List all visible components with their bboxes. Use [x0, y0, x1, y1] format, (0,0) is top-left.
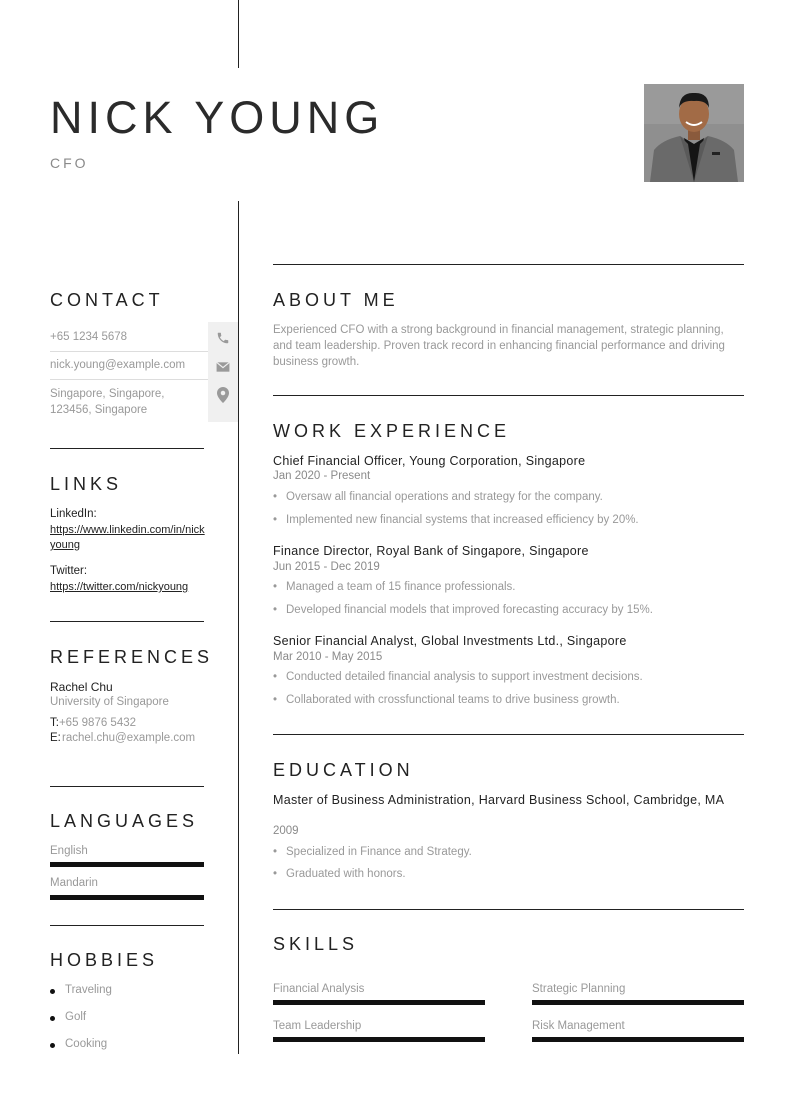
language-level-bar — [50, 895, 204, 900]
contact-icon-strip — [208, 322, 238, 422]
reference-name: Rachel Chu — [50, 680, 113, 694]
skill-level-bar — [273, 1037, 485, 1042]
candidate-role: CFO — [50, 155, 89, 171]
contact-section-title: CONTACT — [50, 290, 164, 310]
job-bullet-text: Managed a team of 15 finance professionals. — [286, 581, 516, 593]
phone-icon — [208, 324, 238, 352]
job-title: Finance Director, Royal Bank of Singapore, Singapore — [273, 544, 589, 558]
reference-phone-row — [50, 716, 200, 731]
education-bullet-text: Specialized in Finance and Strategy. — [286, 846, 472, 858]
reference-email-prefix: E: — [50, 732, 61, 744]
work-section-title: WORK EXPERIENCE — [273, 421, 511, 441]
job-dates: Mar 2010 - May 2015 — [273, 651, 383, 663]
contact-address: Singapore, Singapore, 123456, Singapore — [50, 388, 165, 416]
location-icon — [208, 381, 238, 409]
section-divider — [273, 395, 744, 396]
reference-phone[interactable]: +65 9876 5432 — [58, 717, 137, 729]
skill-level-bar — [273, 1000, 485, 1005]
references-section-title: REFERENCES — [50, 647, 214, 667]
skills-section-title: SKILLS — [273, 934, 359, 954]
section-divider — [50, 448, 204, 449]
section-divider — [273, 909, 744, 910]
skill-level-bar — [532, 1037, 744, 1042]
languages-section-title: LANGUAGES — [50, 811, 199, 831]
job-dates: Jun 2015 - Dec 2019 — [273, 561, 380, 573]
contact-divider — [50, 351, 208, 352]
mail-icon — [208, 353, 238, 381]
column-divider-line — [238, 201, 239, 1054]
job-bullet-text: Implemented new financial systems that increased efficiency by 20%. — [286, 514, 639, 526]
section-divider — [50, 786, 204, 787]
bullet-marker: • — [273, 514, 278, 526]
link-label-twitter: Twitter: — [50, 565, 88, 577]
bullet-marker: • — [273, 491, 278, 503]
reference-organization: University of Singapore — [50, 696, 169, 708]
about-text: Experienced CFO with a strong background in financial management, strategic planning, and team leadership. Proven track record in enhancing financial performance and driving business growth. — [273, 324, 725, 368]
section-divider — [273, 734, 744, 735]
education-section-title: EDUCATION — [273, 760, 414, 780]
job-title: Senior Financial Analyst, Global Investments Ltd., Singapore — [273, 634, 627, 648]
hobby-label: Traveling — [65, 984, 112, 996]
skill-name: Strategic Planning — [532, 983, 626, 995]
bullet-marker: • — [273, 604, 278, 616]
skill-name: Team Leadership — [273, 1020, 362, 1032]
skill-level-bar — [532, 1000, 744, 1005]
bullet-dot-icon — [50, 989, 55, 994]
hobbies-section-title: HOBBIES — [50, 950, 159, 970]
bullet-marker: • — [273, 846, 278, 858]
twitter-link[interactable]: https://twitter.com/nickyoung — [50, 581, 189, 593]
job-dates: Jan 2020 - Present — [273, 470, 371, 482]
job-bullet-text: Developed financial models that improved forecasting accuracy by 15%. — [286, 604, 653, 616]
bullet-marker: • — [273, 671, 278, 683]
skill-name: Financial Analysis — [273, 983, 365, 995]
section-divider — [273, 264, 744, 265]
linkedin-link[interactable]: https://www.linkedin.com/in/nickyoung — [50, 524, 205, 551]
profile-photo — [644, 84, 744, 182]
language-name: Mandarin — [50, 877, 98, 889]
language-name: English — [50, 845, 88, 857]
link-label-linkedin: LinkedIn: — [50, 508, 97, 520]
education-year: 2009 — [273, 825, 299, 837]
links-section-title: LINKS — [50, 474, 123, 494]
job-bullet-text: Oversaw all financial operations and strategy for the company. — [286, 491, 603, 503]
about-section-title: ABOUT ME — [273, 290, 399, 310]
profile-photo-image — [644, 84, 744, 182]
candidate-name: NICK YOUNG — [50, 92, 385, 143]
reference-email[interactable]: rachel.chu@example.com — [62, 732, 196, 744]
job-bullet-text: Collaborated with crossfunctional teams to drive business growth. — [286, 694, 620, 706]
skill-name: Risk Management — [532, 1020, 625, 1032]
education-degree: Master of Business Administration, Harvard Business School, Cambridge, MA — [273, 793, 725, 807]
hobby-label: Cooking — [65, 1038, 108, 1050]
contact-email[interactable]: nick.young@example.com — [50, 359, 186, 371]
bullet-dot-icon — [50, 1016, 55, 1021]
language-level-bar — [50, 862, 204, 867]
job-bullet-text: Conducted detailed financial analysis to support investment decisions. — [286, 671, 643, 683]
bullet-dot-icon — [50, 1043, 55, 1048]
bullet-marker: • — [273, 694, 278, 706]
education-bullet-text: Graduated with honors. — [286, 868, 406, 880]
bullet-marker: • — [273, 581, 278, 593]
contact-divider — [50, 379, 208, 380]
reference-phone-prefix: T: — [50, 717, 59, 729]
job-title: Chief Financial Officer, Young Corporation, Singapore — [273, 454, 586, 468]
section-divider — [50, 925, 204, 926]
section-divider — [50, 621, 204, 622]
bullet-marker: • — [273, 868, 278, 880]
contact-phone[interactable]: +65 1234 5678 — [50, 331, 128, 343]
hobby-label: Golf — [65, 1011, 87, 1023]
top-divider-line — [238, 0, 239, 68]
